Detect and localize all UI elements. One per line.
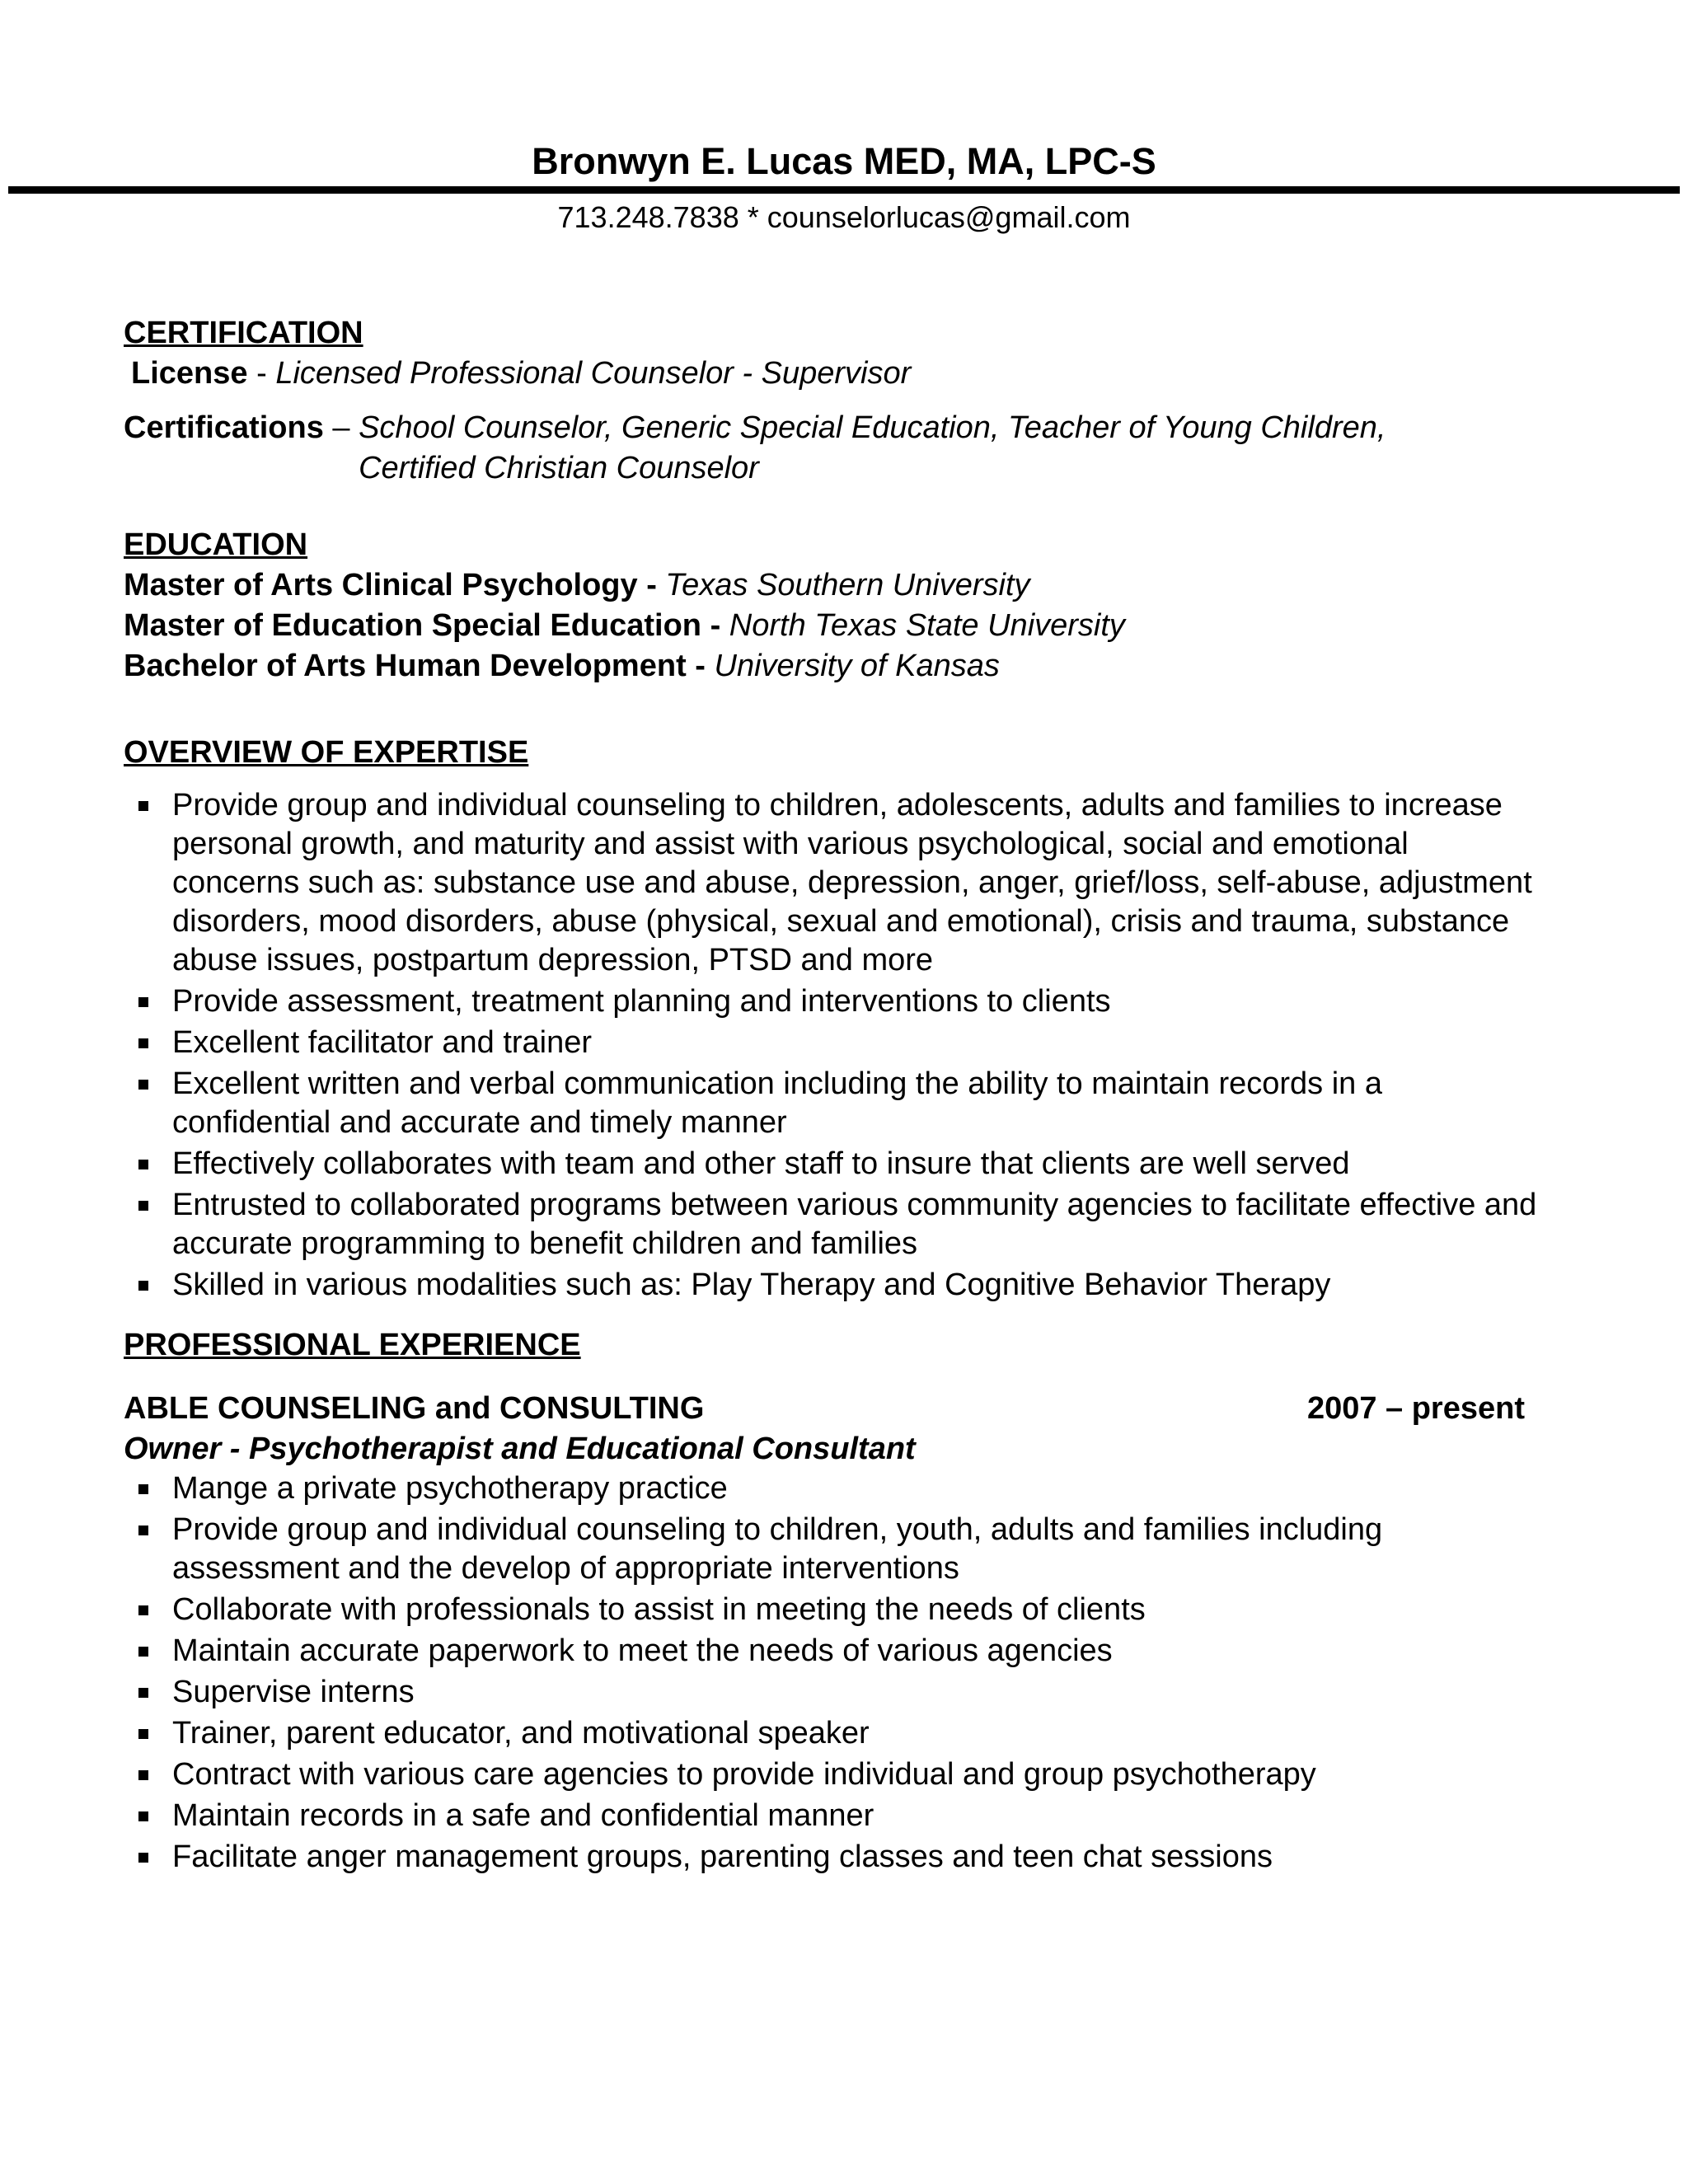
education-degree: Master of Arts Clinical Psychology - [124,568,666,602]
license-line [124,354,1541,394]
list-item [124,1673,1541,1712]
education-list [124,565,1541,687]
square-bullet-icon [138,997,148,1007]
square-bullet-icon [138,1647,148,1657]
education-item [124,565,1541,606]
expertise-text: Excellent written and verbal communication including the ability to maintain records in a confidential and accurate and timely manner [172,1066,1382,1140]
duty-text: Trainer, parent educator, and motivational speaker [172,1716,870,1750]
square-bullet-icon [138,801,148,811]
education-degree: Master of Education Special Education - [124,608,729,643]
expertise-text: Provide assessment, treatment planning and interventions to clients [172,984,1111,1019]
expertise-text: Skilled in various modalities such as: Play Therapy and Cognitive Behavior Therapy [172,1268,1331,1302]
list-item [124,1266,1541,1305]
expertise-text: Excellent facilitator and trainer [172,1025,593,1060]
expertise-text: Entrusted to collaborated programs between various community agencies to facilitate effective and accurate programming to benefit children and families [172,1188,1537,1261]
experience-heading: PROFESSIONAL EXPERIENCE [124,1328,581,1362]
job-company: ABLE COUNSELING and CONSULTING [124,1391,705,1426]
list-item [124,1632,1541,1671]
certifications-value: School Counselor, Generic Special Education, Teacher of Young Children, Certified Christian Counselor [359,410,1386,485]
license-separator: - [247,356,276,391]
square-bullet-icon [138,1484,148,1494]
list-item [124,1469,1541,1508]
list-item [124,1797,1541,1835]
expertise-list [124,786,1541,1305]
duty-text: Maintain records in a safe and confidential manner [172,1798,874,1833]
license-label: License [131,356,248,391]
education-heading: EDUCATION [124,527,308,562]
list-item [124,1714,1541,1753]
list-item [124,1065,1541,1142]
resume-body [124,313,1541,1879]
header-divider [8,186,1680,194]
candidate-name: Bronwyn E. Lucas MED, MA, LPC-S [532,140,1156,182]
list-item [124,1186,1541,1263]
contact-line: 713.248.7838 * counselorlucas@gmail.com [557,200,1131,234]
square-bullet-icon [138,1853,148,1863]
education-item [124,646,1541,687]
certification-heading: CERTIFICATION [124,316,363,350]
certifications-line [124,408,1541,489]
square-bullet-icon [138,1770,148,1780]
education-school: Texas Southern University [665,568,1030,602]
duty-text: Collaborate with professionals to assist in meeting the needs of clients [172,1592,1146,1627]
square-bullet-icon [138,1526,148,1535]
square-bullet-icon [138,1201,148,1211]
square-bullet-icon [138,1729,148,1739]
duty-text: Mange a private psychotherapy practice [172,1471,728,1506]
square-bullet-icon [138,1811,148,1821]
list-item [124,786,1541,980]
duty-text: Supervise interns [172,1675,415,1709]
education-item [124,606,1541,646]
certifications-separator: – [323,410,359,445]
license-value: Licensed Professional Counselor - Supervisor [275,356,912,391]
list-item [124,1511,1541,1588]
job-dates: 2007 – present [1306,1391,1525,1426]
job-duties-list [124,1469,1541,1877]
education-school: North Texas State University [729,608,1125,643]
duty-text: Contract with various care agencies to provide individual and group psychotherapy [172,1757,1316,1792]
duty-text: Provide group and individual counseling to children, youth, adults and families including assessment and the develop of appropriate interventions [172,1512,1383,1586]
square-bullet-icon [138,1281,148,1291]
expertise-text: Effectively collaborates with team and other staff to insure that clients are well served [172,1146,1350,1181]
list-item [124,1755,1541,1794]
duty-text: Facilitate anger management groups, parenting classes and teen chat sessions [172,1840,1273,1874]
job-title: Owner - Psychotherapist and Educational Consultant [124,1432,916,1466]
list-item [124,1838,1541,1877]
list-item [124,1024,1541,1062]
education-school: University of Kansas [714,649,1000,683]
square-bullet-icon [138,1080,148,1090]
list-item [124,982,1541,1021]
education-degree: Bachelor of Arts Human Development - [124,649,715,683]
certifications-label: Certifications [124,410,324,445]
square-bullet-icon [138,1688,148,1698]
expertise-text: Provide group and individual counseling to children, adolescents, adults and families to increase personal growth, and maturity and assist with various psychological, social and emotional concerns such as: substance use and abuse, depression, anger, grief/loss, self-abuse, adjustment disorders, mood disorders, abuse (physical, sexual and emotional), crisis and trauma, substance abuse issues, postpartum depression, PTSD and more [172,788,1532,977]
list-item [124,1145,1541,1183]
list-item [124,1591,1541,1629]
square-bullet-icon [138,1605,148,1615]
duty-text: Maintain accurate paperwork to meet the needs of various agencies [172,1633,1113,1668]
expertise-heading: OVERVIEW OF EXPERTISE [124,735,529,770]
job-header [124,1389,1525,1429]
square-bullet-icon [138,1038,148,1048]
square-bullet-icon [138,1160,148,1169]
